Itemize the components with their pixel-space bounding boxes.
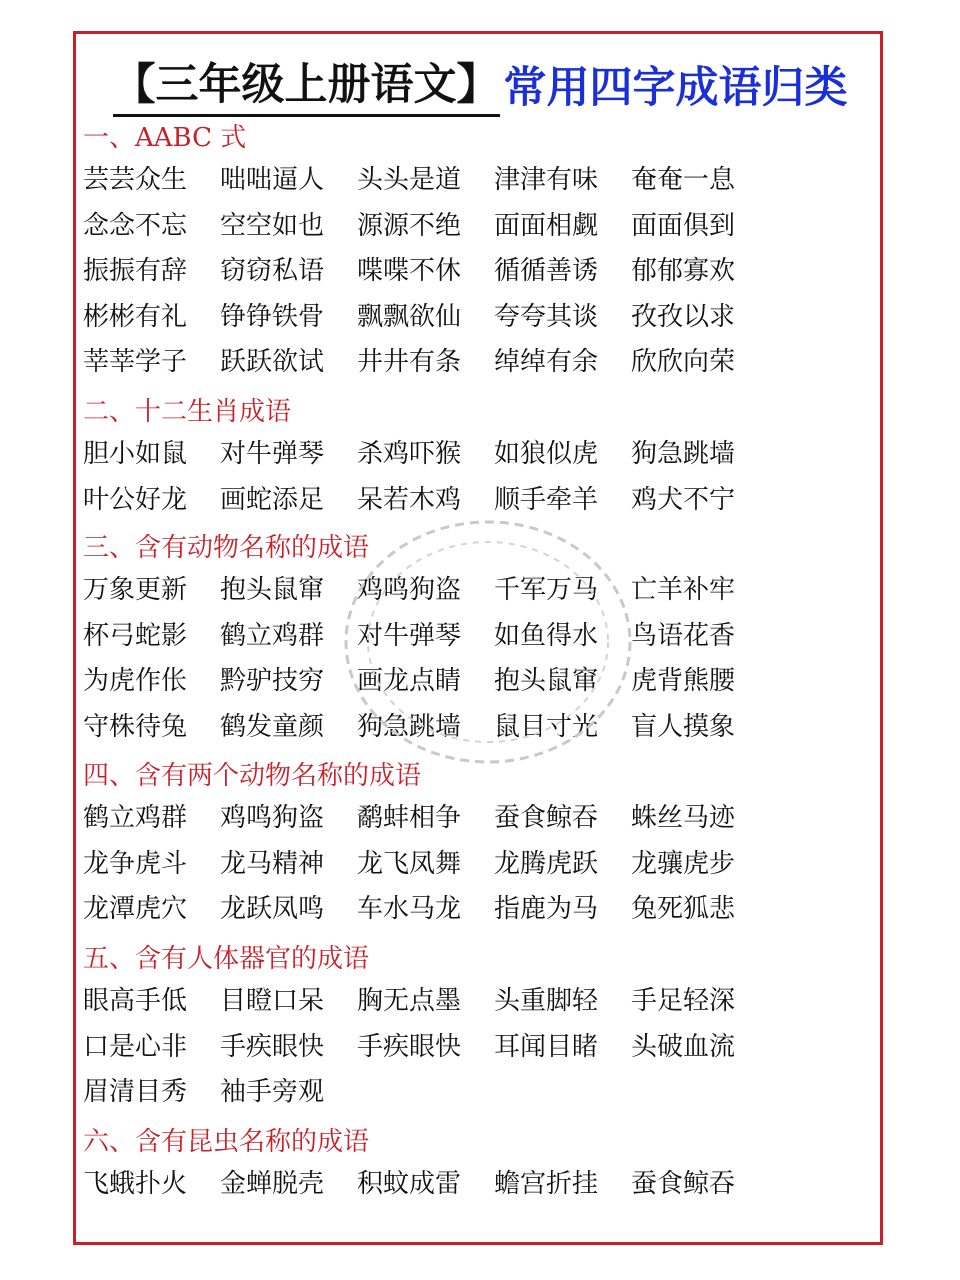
idiom-item: 呆若木鸡 xyxy=(357,484,462,515)
idiom-row xyxy=(83,158,768,202)
idiom-item: 龙潭虎穴 xyxy=(83,894,188,925)
idiom-item: 狗急跳墙 xyxy=(357,711,462,742)
idiom-item: 孜孜以求 xyxy=(631,301,736,332)
idiom-item: 头重脚轻 xyxy=(494,986,599,1016)
idiom-item: 头破血流 xyxy=(631,1031,736,1062)
idiom-item: 鼠目寸光 xyxy=(494,711,599,742)
idiom-item: 指鹿为马 xyxy=(494,894,599,925)
idiom-row xyxy=(83,340,768,384)
section-heading: 一、AABC 式 xyxy=(83,123,247,153)
idiom-item: 喋喋不休 xyxy=(357,256,462,287)
idiom-item: 兔死狐悲 xyxy=(631,894,736,925)
idiom-item: 对牛弹琴 xyxy=(220,439,325,469)
idiom-item: 胸无点墨 xyxy=(357,986,462,1016)
idiom-item: 蟾宫折挂 xyxy=(494,1169,599,1199)
idiom-item: 鸡鸣狗盗 xyxy=(220,803,325,833)
idiom-item: 鸡鸣狗盗 xyxy=(357,575,462,605)
idiom-item: 芸芸众生 xyxy=(83,165,188,195)
idiom-item: 念念不忘 xyxy=(83,210,188,241)
idiom-item: 眼高手低 xyxy=(83,986,188,1016)
idiom-item: 蚕食鲸吞 xyxy=(494,803,599,833)
section-heading: 二、十二生肖成语 xyxy=(83,397,292,427)
idiom-item: 面面相觑 xyxy=(494,210,599,241)
idiom-item: 面面俱到 xyxy=(631,210,736,241)
idiom-item: 龙腾虎跃 xyxy=(494,848,599,879)
idiom-item: 为虎作伥 xyxy=(83,666,188,697)
idiom-item: 鹤立鸡群 xyxy=(220,620,325,651)
idiom-item: 铮铮铁骨 xyxy=(220,301,325,332)
section-heading: 六、含有昆虫名称的成语 xyxy=(83,1127,370,1157)
idiom-item: 龙飞凤舞 xyxy=(357,848,462,879)
idiom-item: 杯弓蛇影 xyxy=(83,620,188,651)
idiom-item: 如狼似虎 xyxy=(494,439,599,469)
title-grade: 【三年级上册语文】 xyxy=(113,51,500,117)
idiom-row xyxy=(83,1025,768,1069)
idiom-item: 杀鸡吓猴 xyxy=(357,439,462,469)
idiom-item: 目瞪口呆 xyxy=(220,986,325,1016)
idiom-item: 咄咄逼人 xyxy=(220,165,325,195)
idiom-item: 抱头鼠窜 xyxy=(220,575,325,605)
idiom-item: 鹬蚌相争 xyxy=(357,803,462,833)
idiom-row xyxy=(83,796,768,840)
idiom-item: 手足轻深 xyxy=(631,986,736,1016)
idiom-item: 如鱼得水 xyxy=(494,620,599,651)
idiom-item: 耳闻目睹 xyxy=(494,1031,599,1062)
idiom-item: 蚕食鲸吞 xyxy=(631,1169,736,1199)
idiom-item: 循循善诱 xyxy=(494,256,599,287)
idiom-row xyxy=(83,1070,357,1114)
idiom-row xyxy=(83,204,768,248)
idiom-item: 亡羊补牢 xyxy=(631,575,736,605)
idiom-item: 彬彬有礼 xyxy=(83,301,188,332)
idiom-item: 万象更新 xyxy=(83,575,188,605)
idiom-item: 夸夸其谈 xyxy=(494,301,599,332)
section-heading: 五、含有人体器官的成语 xyxy=(83,944,370,974)
idiom-item: 手疾眼快 xyxy=(220,1031,325,1062)
idiom-item: 郁郁寡欢 xyxy=(631,256,736,287)
page-title xyxy=(0,52,960,116)
idiom-item: 守株待兔 xyxy=(83,711,188,742)
idiom-item: 龙马精神 xyxy=(220,848,325,879)
idiom-item: 飘飘欲仙 xyxy=(357,301,462,332)
idiom-item: 胆小如鼠 xyxy=(83,439,188,469)
idiom-item: 窃窃私语 xyxy=(220,256,325,287)
idiom-item: 津津有味 xyxy=(494,165,599,195)
idiom-item: 欣欣向荣 xyxy=(631,347,736,378)
idiom-item: 虎背熊腰 xyxy=(631,666,736,697)
idiom-row xyxy=(83,249,768,293)
idiom-row xyxy=(83,1162,768,1206)
idiom-item: 奄奄一息 xyxy=(631,165,736,195)
idiom-row xyxy=(83,979,768,1023)
idiom-item: 跃跃欲试 xyxy=(220,347,325,378)
idiom-row xyxy=(83,842,768,886)
idiom-item: 手疾眼快 xyxy=(357,1031,462,1062)
idiom-item: 飞蛾扑火 xyxy=(83,1169,188,1199)
idiom-item: 金蝉脱壳 xyxy=(220,1169,325,1199)
idiom-item: 画蛇添足 xyxy=(220,484,325,515)
idiom-item: 鸟语花香 xyxy=(631,620,736,651)
idiom-row xyxy=(83,614,768,658)
idiom-item: 莘莘学子 xyxy=(83,347,188,378)
idiom-item: 盲人摸象 xyxy=(631,711,736,742)
section-heading: 四、含有两个动物名称的成语 xyxy=(83,761,422,791)
idiom-row xyxy=(83,432,768,476)
idiom-item: 顺手牵羊 xyxy=(494,484,599,515)
idiom-row xyxy=(83,478,768,522)
idiom-item: 龙骧虎步 xyxy=(631,848,736,879)
idiom-item: 车水马龙 xyxy=(357,894,462,925)
idiom-item: 黔驴技穷 xyxy=(220,666,325,697)
idiom-item: 鸡犬不宁 xyxy=(631,484,736,515)
idiom-item: 千军万马 xyxy=(494,575,599,605)
idiom-item: 鹤发童颜 xyxy=(220,711,325,742)
idiom-item: 龙跃凤鸣 xyxy=(220,894,325,925)
idiom-item: 绰绰有余 xyxy=(494,347,599,378)
idiom-item: 画龙点睛 xyxy=(357,666,462,697)
idiom-item: 抱头鼠窜 xyxy=(494,666,599,697)
idiom-item: 眉清目秀 xyxy=(83,1077,188,1108)
title-topic: 常用四字成语归类 xyxy=(503,62,848,113)
idiom-item: 叶公好龙 xyxy=(83,484,188,515)
idiom-item: 鹤立鸡群 xyxy=(83,803,188,833)
idiom-item: 龙争虎斗 xyxy=(83,848,188,879)
idiom-row xyxy=(83,705,768,749)
idiom-row xyxy=(83,887,768,931)
idiom-row xyxy=(83,568,768,612)
idiom-item: 振振有辞 xyxy=(83,256,188,287)
idiom-item: 头头是道 xyxy=(357,165,462,195)
idiom-item: 空空如也 xyxy=(220,210,325,241)
idiom-item: 积蚊成雷 xyxy=(357,1169,462,1199)
idiom-item: 井井有条 xyxy=(357,347,462,378)
idiom-item: 源源不绝 xyxy=(357,210,462,241)
section-heading: 三、含有动物名称的成语 xyxy=(83,533,370,563)
idiom-item: 口是心非 xyxy=(83,1031,188,1062)
idiom-item: 狗急跳墙 xyxy=(631,439,736,469)
idiom-item: 对牛弹琴 xyxy=(357,620,462,651)
idiom-row xyxy=(83,295,768,339)
idiom-item: 蛛丝马迹 xyxy=(631,803,736,833)
idiom-item: 袖手旁观 xyxy=(220,1077,325,1108)
idiom-row xyxy=(83,659,768,703)
